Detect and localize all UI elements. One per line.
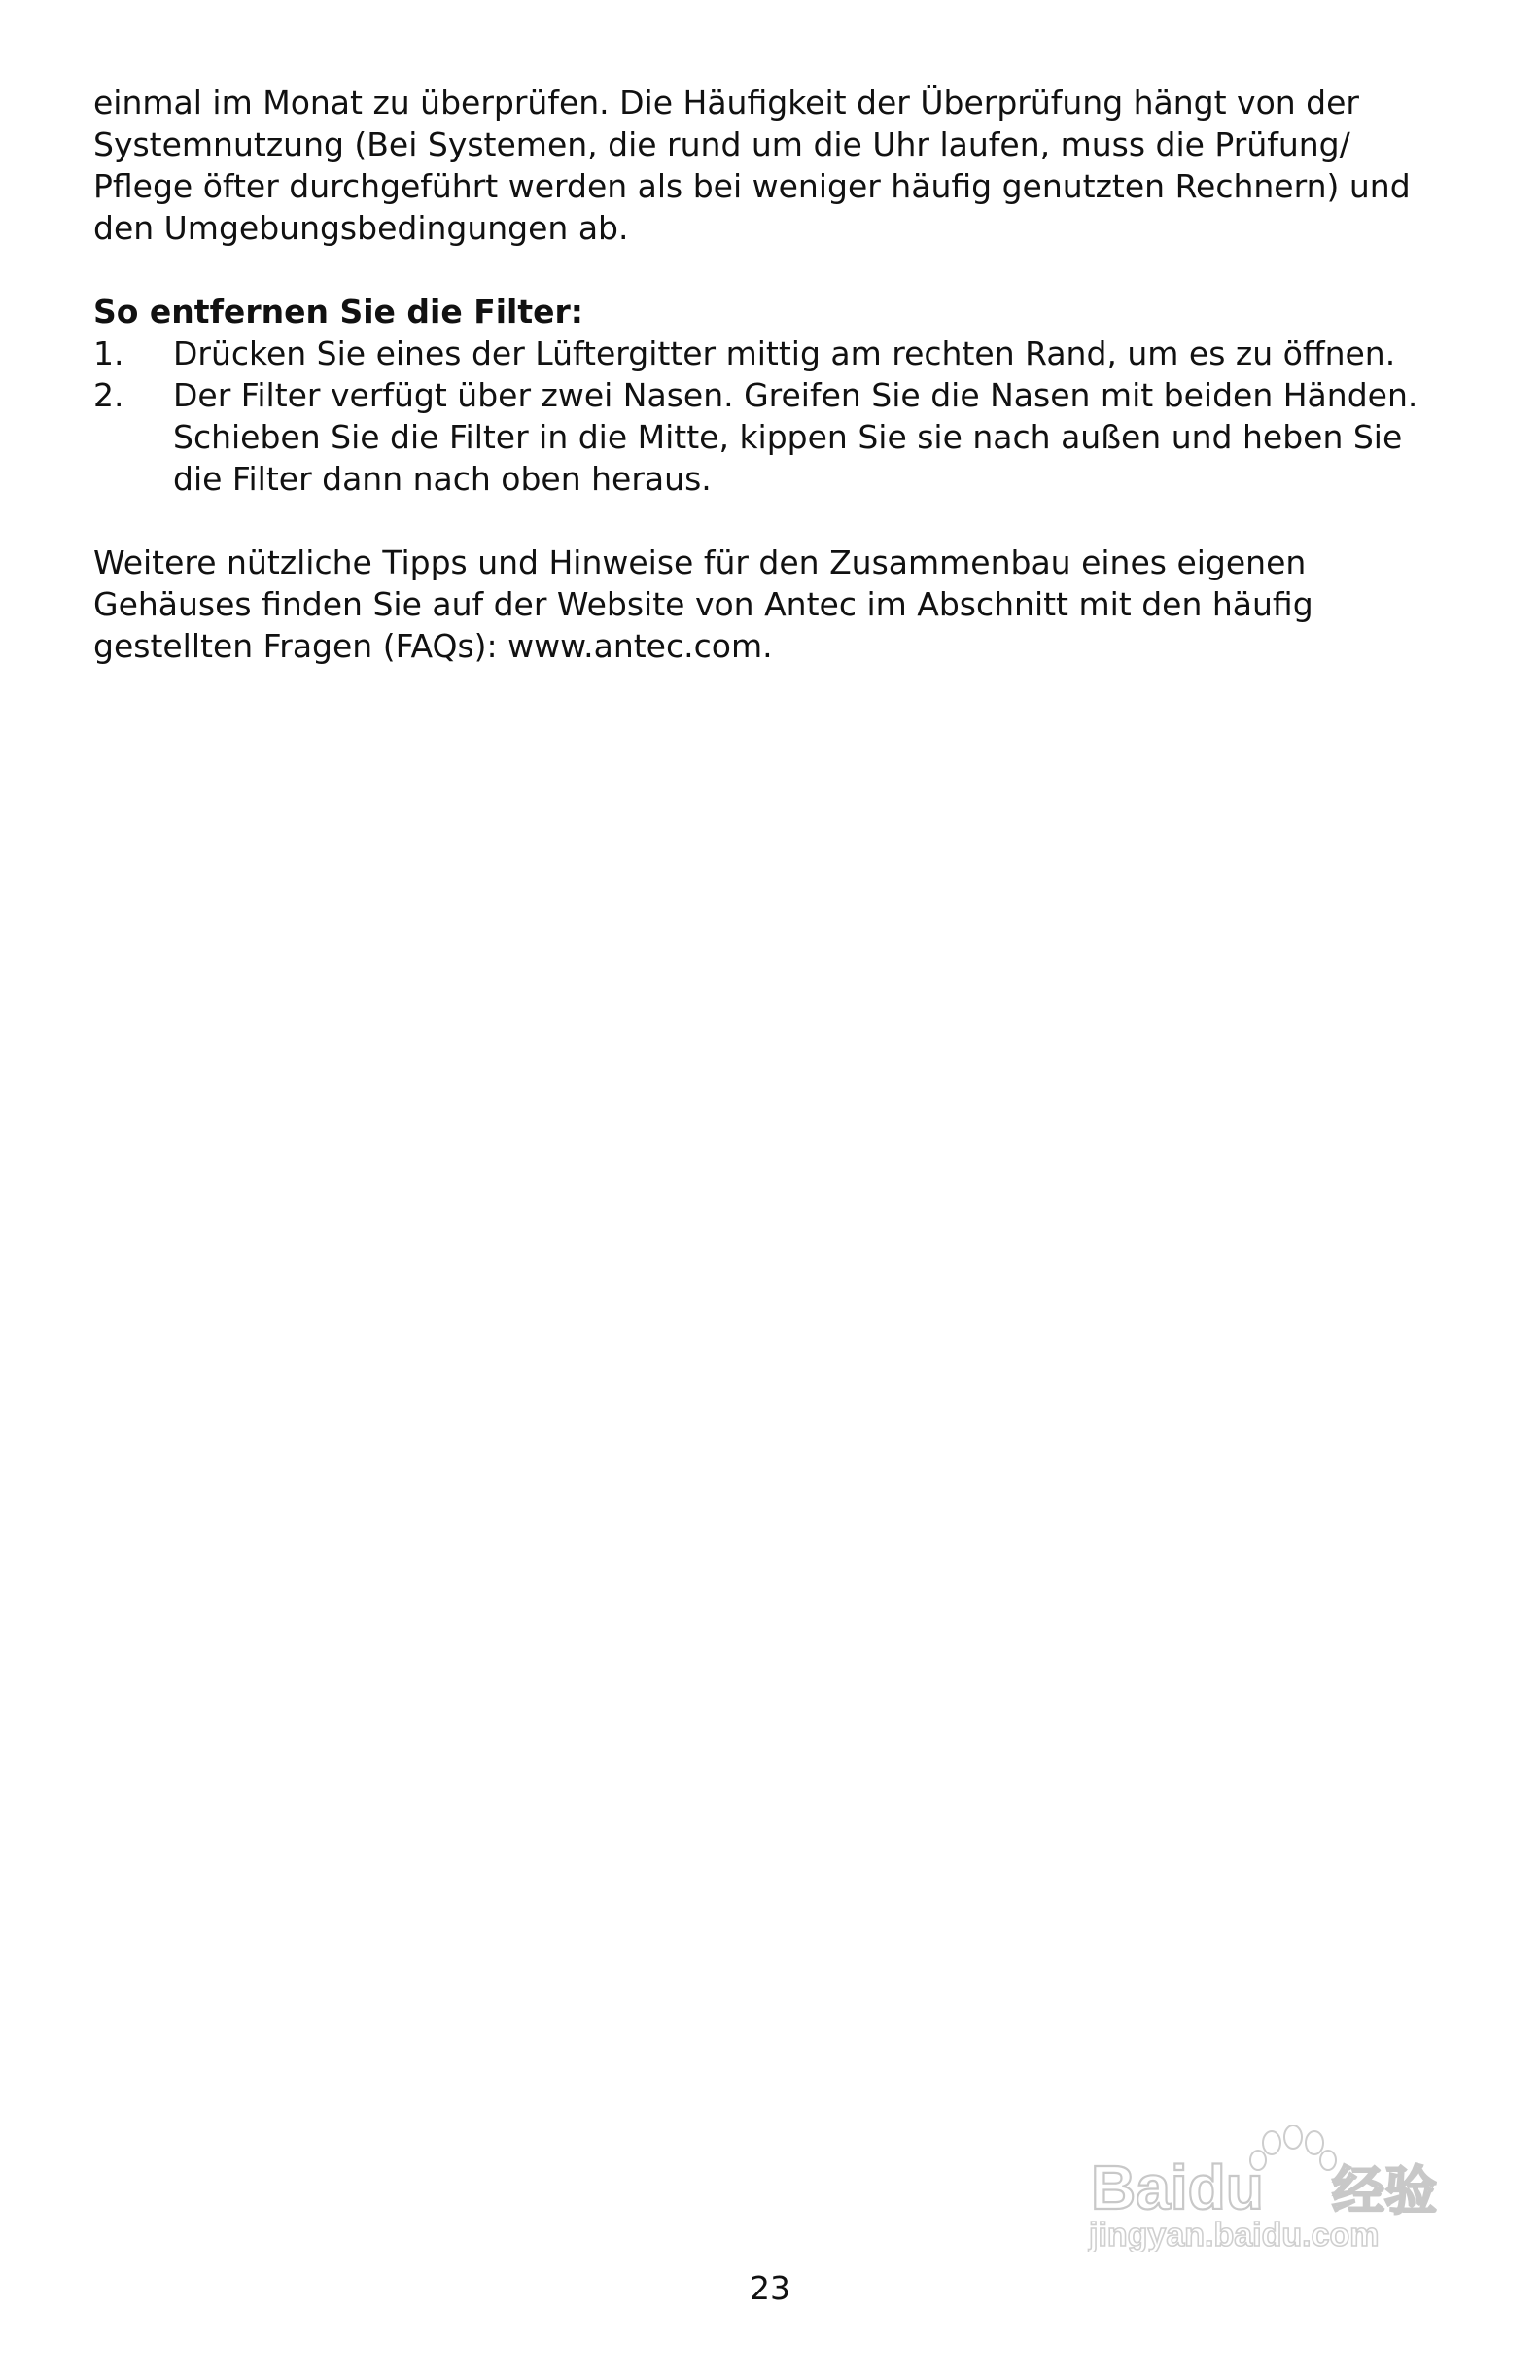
- text-line: Systemnutzung (Bei Systemen, die rund um die Uhr laufen, muss die Prüfung/: [93, 125, 1350, 163]
- watermark-brand-cn: 经验: [1332, 2162, 1437, 2221]
- text-line: Drücken Sie eines der Lüftergitter mittig am rechten Rand, um es zu öffnen.: [173, 334, 1396, 372]
- page-number: 23: [750, 2269, 790, 2307]
- step-number: 2.: [93, 376, 124, 414]
- tips-paragraph: [93, 542, 1454, 667]
- step-number: 1.: [93, 334, 124, 372]
- text-line: die Filter dann nach oben heraus.: [173, 460, 712, 498]
- filter-removal-heading: So entfernen Sie die Filter:: [93, 293, 583, 331]
- intro-paragraph: [93, 82, 1454, 249]
- text-line: Weitere nützliche Tipps und Hinweise für den Zusammenbau eines eigenen: [93, 543, 1307, 581]
- text-line: gestellten Fragen (FAQs): www.antec.com.: [93, 627, 773, 665]
- text-line: einmal im Monat zu überprüfen. Die Häufigkeit der Überprüfung hängt von der: [93, 84, 1360, 122]
- filter-removal-steps: [93, 332, 1454, 500]
- text-line: Pflege öfter durchgeführt werden als bei weniger häufig genutzten Rechnern) und: [93, 167, 1411, 205]
- text-line: Gehäuses finden Sie auf der Website von Antec im Abschnitt mit den häufig: [93, 585, 1313, 623]
- text-line: Schieben Sie die Filter in die Mitte, kippen Sie sie nach außen und heben Sie: [173, 418, 1403, 456]
- list-item: [93, 374, 1454, 500]
- watermark-url: jingyan.baidu.com: [1089, 2217, 1380, 2252]
- text-line: den Umgebungsbedingungen ab.: [93, 209, 629, 247]
- list-item: [93, 332, 1454, 374]
- baidu-watermark: [1081, 2125, 1470, 2252]
- watermark-brand: Baidu: [1091, 2152, 1264, 2222]
- document-page: [93, 82, 1454, 709]
- baidu-paw-logo-icon: [1081, 2125, 1470, 2252]
- text-line: Der Filter verfügt über zwei Nasen. Greifen Sie die Nasen mit beiden Händen.: [173, 376, 1418, 414]
